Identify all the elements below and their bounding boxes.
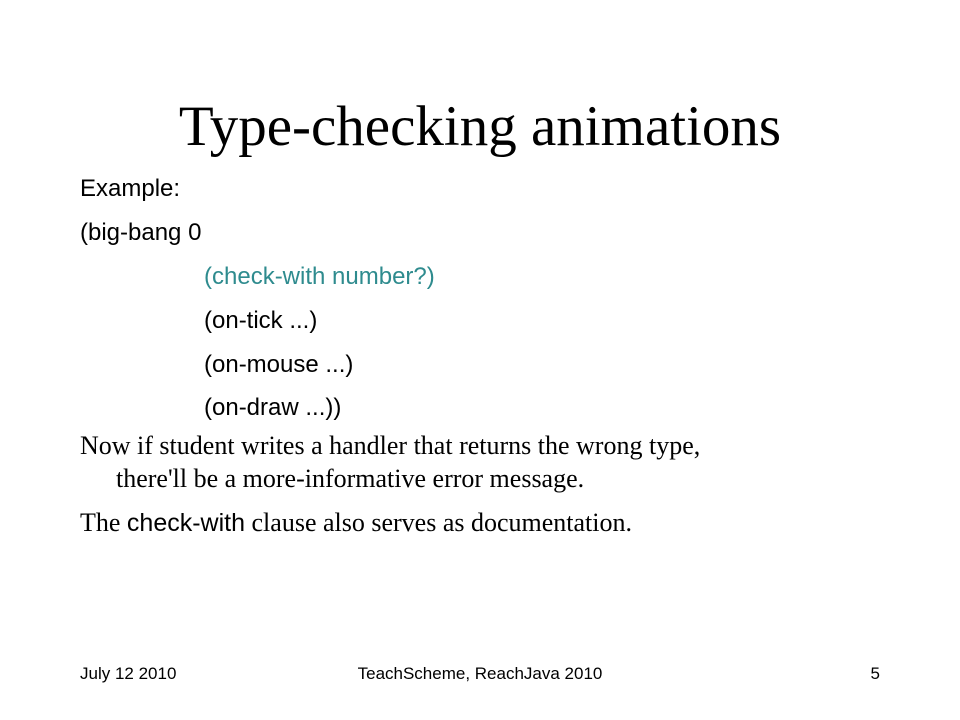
code-line-on-mouse: (on-mouse ...) xyxy=(204,351,354,378)
paragraph-documentation xyxy=(80,507,632,539)
footer-title: TeachScheme, ReachJava 2010 xyxy=(357,664,603,683)
footer-date: July 12 2010 xyxy=(80,664,177,683)
code-line-on-tick: (on-tick ...) xyxy=(204,307,318,334)
paragraph-handler-line-1: Now if student writes a handler that returns the wrong type, xyxy=(80,431,701,460)
code-line-big-bang: (big-bang 0 xyxy=(80,219,202,246)
code-line-check-with: (check-with number?) xyxy=(204,263,435,290)
slide-title: Type-checking animations xyxy=(178,95,782,158)
example-label: Example: xyxy=(80,175,181,202)
page-number: 5 xyxy=(870,664,880,683)
paragraph-documentation-prefix: The xyxy=(80,508,127,537)
code-line-on-draw: (on-draw ...)) xyxy=(204,394,342,421)
paragraph-handler-line-2: there'll be a more-informative error message. xyxy=(116,464,585,493)
check-with-keyword: check-with xyxy=(126,509,246,537)
paragraph-documentation-suffix: clause also serves as documentation. xyxy=(245,508,633,537)
